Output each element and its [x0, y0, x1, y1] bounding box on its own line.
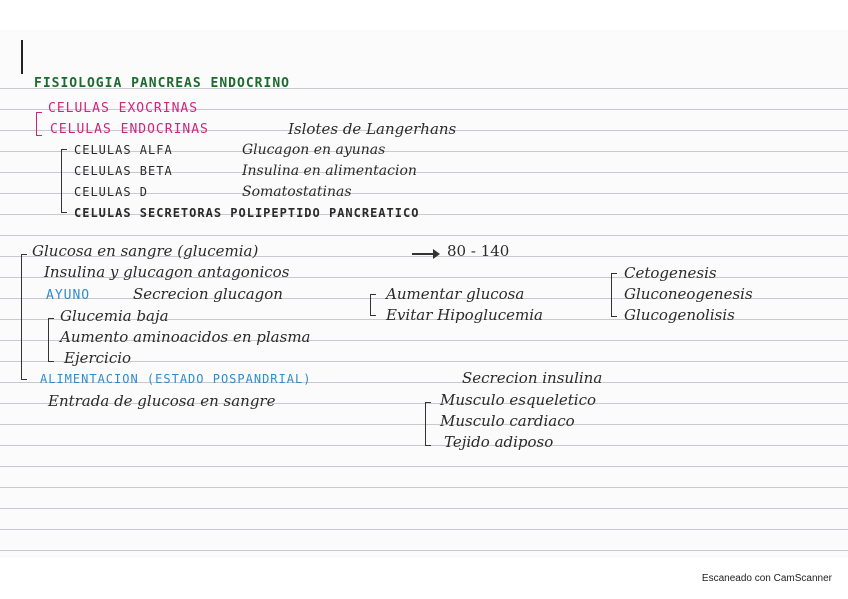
ruled-line: [0, 235, 848, 236]
tejido-item: Musculo esqueletico: [440, 391, 597, 409]
causa-item: Aumento aminoacidos en plasma: [60, 328, 311, 346]
ruled-line: [0, 550, 848, 551]
notebook-page: [0, 30, 848, 558]
ruled-line: [0, 529, 848, 530]
cell-desc: Glucagon en ayunas: [242, 142, 386, 158]
ruled-line: [0, 424, 848, 425]
proceso-item: Glucogenolisis: [624, 306, 735, 324]
antagonicos-line: Insulina y glucagon antagonicos: [44, 263, 290, 281]
causa-item: Ejercicio: [64, 349, 132, 367]
causa-item: Glucemia baja: [60, 307, 169, 325]
brace-cell-types: [61, 149, 67, 213]
evitar-hipoglucemia: Evitar Hipoglucemia: [386, 306, 543, 324]
cell-desc: Insulina en alimentacion: [242, 163, 417, 179]
alimentacion-label: ALIMENTACION (ESTADO POSPANDRIAL): [40, 372, 312, 386]
cell-name: CELULAS SECRETORAS POLIPEPTIDO PANCREATICO: [74, 206, 420, 220]
ayuno-label: AYUNO: [46, 288, 91, 303]
cell-name: CELULAS D: [74, 185, 149, 199]
ruled-line: [0, 445, 848, 446]
brace-tejidos: [425, 402, 431, 446]
islotes-langerhans: Islotes de Langerhans: [288, 120, 457, 138]
glucosa-line: Glucosa en sangre (glucemia): [32, 242, 259, 260]
scanner-watermark: Escaneado con CamScanner: [701, 573, 832, 584]
alimentacion-secrecion: Secrecion insulina: [462, 369, 603, 387]
celulas-exocrinas: CELULAS EXOCRINAS: [48, 101, 199, 116]
cell-name: CELULAS ALFA: [74, 143, 173, 157]
ruled-line: [0, 508, 848, 509]
ruled-line: [0, 466, 848, 467]
glucemia-range: 80 - 140: [447, 242, 510, 260]
brace-procesos: [611, 273, 617, 317]
cell-desc: Somatostatinas: [242, 184, 352, 200]
page-title: FISIOLOGIA PANCREAS ENDOCRINO: [34, 76, 290, 91]
cell-name: CELULAS BETA: [74, 164, 173, 178]
tejido-item: Musculo cardiaco: [440, 412, 575, 430]
celulas-endocrinas: CELULAS ENDOCRINAS: [50, 122, 209, 137]
brace-ayuno-efectos: [370, 294, 376, 316]
ayuno-secrecion: Secrecion glucagon: [133, 285, 283, 303]
tejido-item: Tejido adiposo: [444, 433, 554, 451]
entrada-glucosa: Entrada de glucosa en sangre: [48, 392, 276, 410]
aumentar-glucosa: Aumentar glucosa: [386, 285, 525, 303]
ruled-line: [0, 487, 848, 488]
brace-celulas: [36, 112, 42, 136]
brace-glucosa: [21, 254, 27, 380]
arrow-icon: [412, 253, 438, 255]
brace-causas: [48, 318, 54, 362]
proceso-item: Cetogenesis: [624, 264, 717, 282]
margin-mark: [21, 40, 23, 74]
proceso-item: Gluconeogenesis: [624, 285, 753, 303]
